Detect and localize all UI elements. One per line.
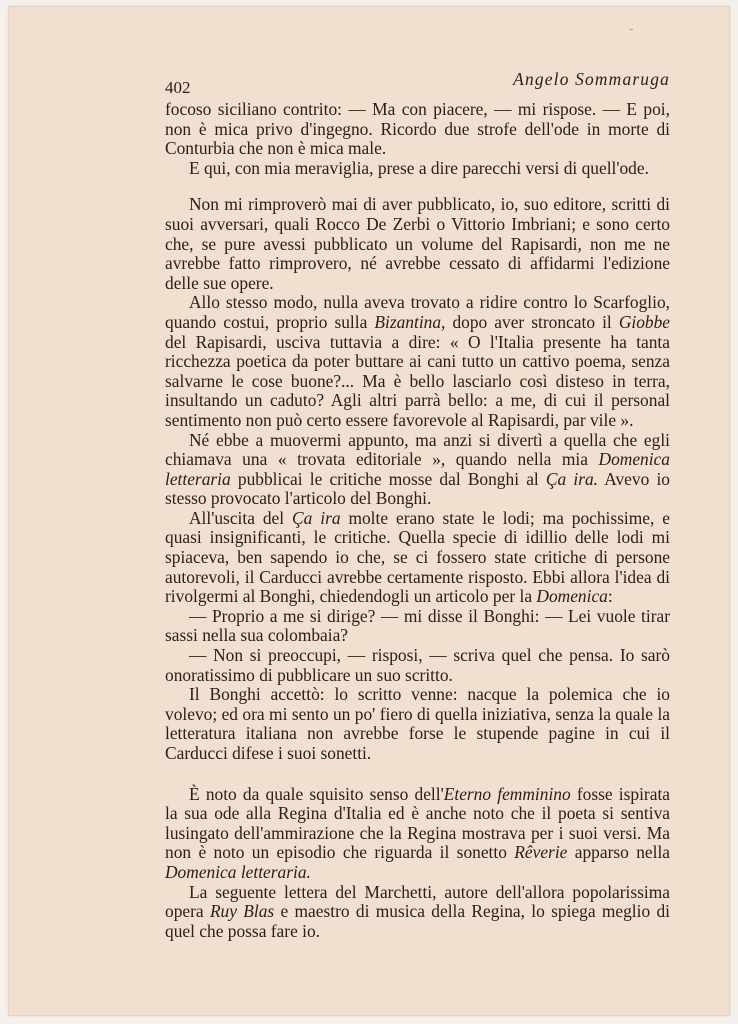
page-header <box>165 69 670 97</box>
page-number: 402 <box>165 78 191 97</box>
paragraph-7: — Proprio a me si dirige? — mi disse il Bonghi: — Lei vuole tirar sassi nella sua colombaia? <box>165 605 670 646</box>
title-bizantina: Bizantina, <box>374 311 446 332</box>
paragraph-9: Il Bonghi accettò: lo scritto venne: nacque la polemica che io volevo; ed ora mi sento un po' fiero di quella iniziativa, senza la quale la letteratura italiana non avrebbe forse le stupende pagine in cui il Carducci difese i suoi sonetti. <box>165 684 670 763</box>
paragraph-2: E qui, con mia meraviglia, prese a dire parecchi versi di quell'ode. <box>189 157 649 178</box>
paragraph-3: Non mi rimproverò mai di aver pubblicato, io, suo editore, scritti di suoi avversari, quali Rocco De Zerbi o Vittorio Imbriani; e sono certo che, se pure avessi pubblicato un volume del Rapisardi, non me ne avrebbe fatto rimprovero, né avrebbe cessato di affidarmi l'edizione delle sue opere. <box>165 194 670 293</box>
running-head: Angelo Sommaruga <box>513 69 670 89</box>
title-ca-ira: Ça ira. <box>545 468 599 489</box>
title-domenica: Domenica <box>536 586 608 607</box>
paragraph-11: La seguente lettera del Marchetti, autore dell'allora popolarissima opera Ruy Blas e maestro di musica della Regina, lo spiega meglio di quel che possa fare io. <box>165 881 671 941</box>
paragraph-8: — Non si preoccupi, — risposi, — scriva quel che pensa. Io sarò onoratissimo di pubblicare un suo scritto. <box>165 645 670 685</box>
scan-mark-icon: ˜ <box>629 29 634 39</box>
title-domenica-letteraria: Domenica letteraria. <box>165 861 311 882</box>
title-giobbe: Giobbe <box>618 311 671 332</box>
paragraph-4: Allo stesso modo, nulla aveva trovato a ridire contro lo Scarfoglio, quando costui, proprio sulla Bizantina, dopo aver stroncato il Giobbe del Rapisardi, usciva tuttavia a dire: « O l'Italia presente ha tanta ricchezza poetica da poter buttare ai cani tutto un cattivo poema, senza salvarne le cose buone?... Ma è bello lasciarlo così disteso in terra, insultando un caduto? Agli altri parrà bello: a me, di cui il personal sentimento non può certo essere favorevole al Rapisardi, par vile ». <box>165 292 671 430</box>
title-ca-ira: Ça ira <box>292 507 341 528</box>
paragraph-5: Né ebbe a muovermi appunto, ma anzi si divertì a quella che egli chiamava una « trovata editoriale », quando nella mia Domenica letteraria pubblicai le critiche mosse dal Bonghi al Ça ira. Avevo io stesso provocato l'articolo del Bonghi. <box>165 429 670 509</box>
paragraph-10: È noto da quale squisito senso dell'Eterno femminino fosse ispirata la sua ode alla Regina d'Italia ed è anche noto che il poeta si sentiva lusingato dell'ammirazione che la Regina mostrava per i suoi versi. Ma non è noto un episodio che riguarda il sonetto Rêverie apparso nella Domenica letteraria. <box>165 783 670 882</box>
paragraph-6: All'uscita del Ça ira molte erano state le lodi; ma pochissime, e quasi insignificanti, le critiche. Quella specie di idillio delle lodi mi spiaceva, ben sapendo io che, se ci fossero state critiche di persone autorevoli, il Carducci avrebbe certamente risposto. Ebbi allora l'idea di rivolgermi al Bonghi, chiedendogli un articolo per la Domenica: <box>165 507 670 607</box>
title-eterno-femminino: Eterno femminino <box>443 783 571 804</box>
title-domenica-letteraria: Domenica letteraria <box>165 449 670 489</box>
page-body <box>165 100 670 941</box>
paragraph-1: focoso siciliano contrito: — Ma con piacere, — mi rispose. — E poi, non è mica privo d'ingegno. Ricordo due strofe dell'ode in morte di Conturbia che non è mica male. <box>165 99 670 159</box>
title-reverie: Rêverie <box>514 842 568 863</box>
title-ruy-blas: Ruy Blas <box>209 901 275 922</box>
